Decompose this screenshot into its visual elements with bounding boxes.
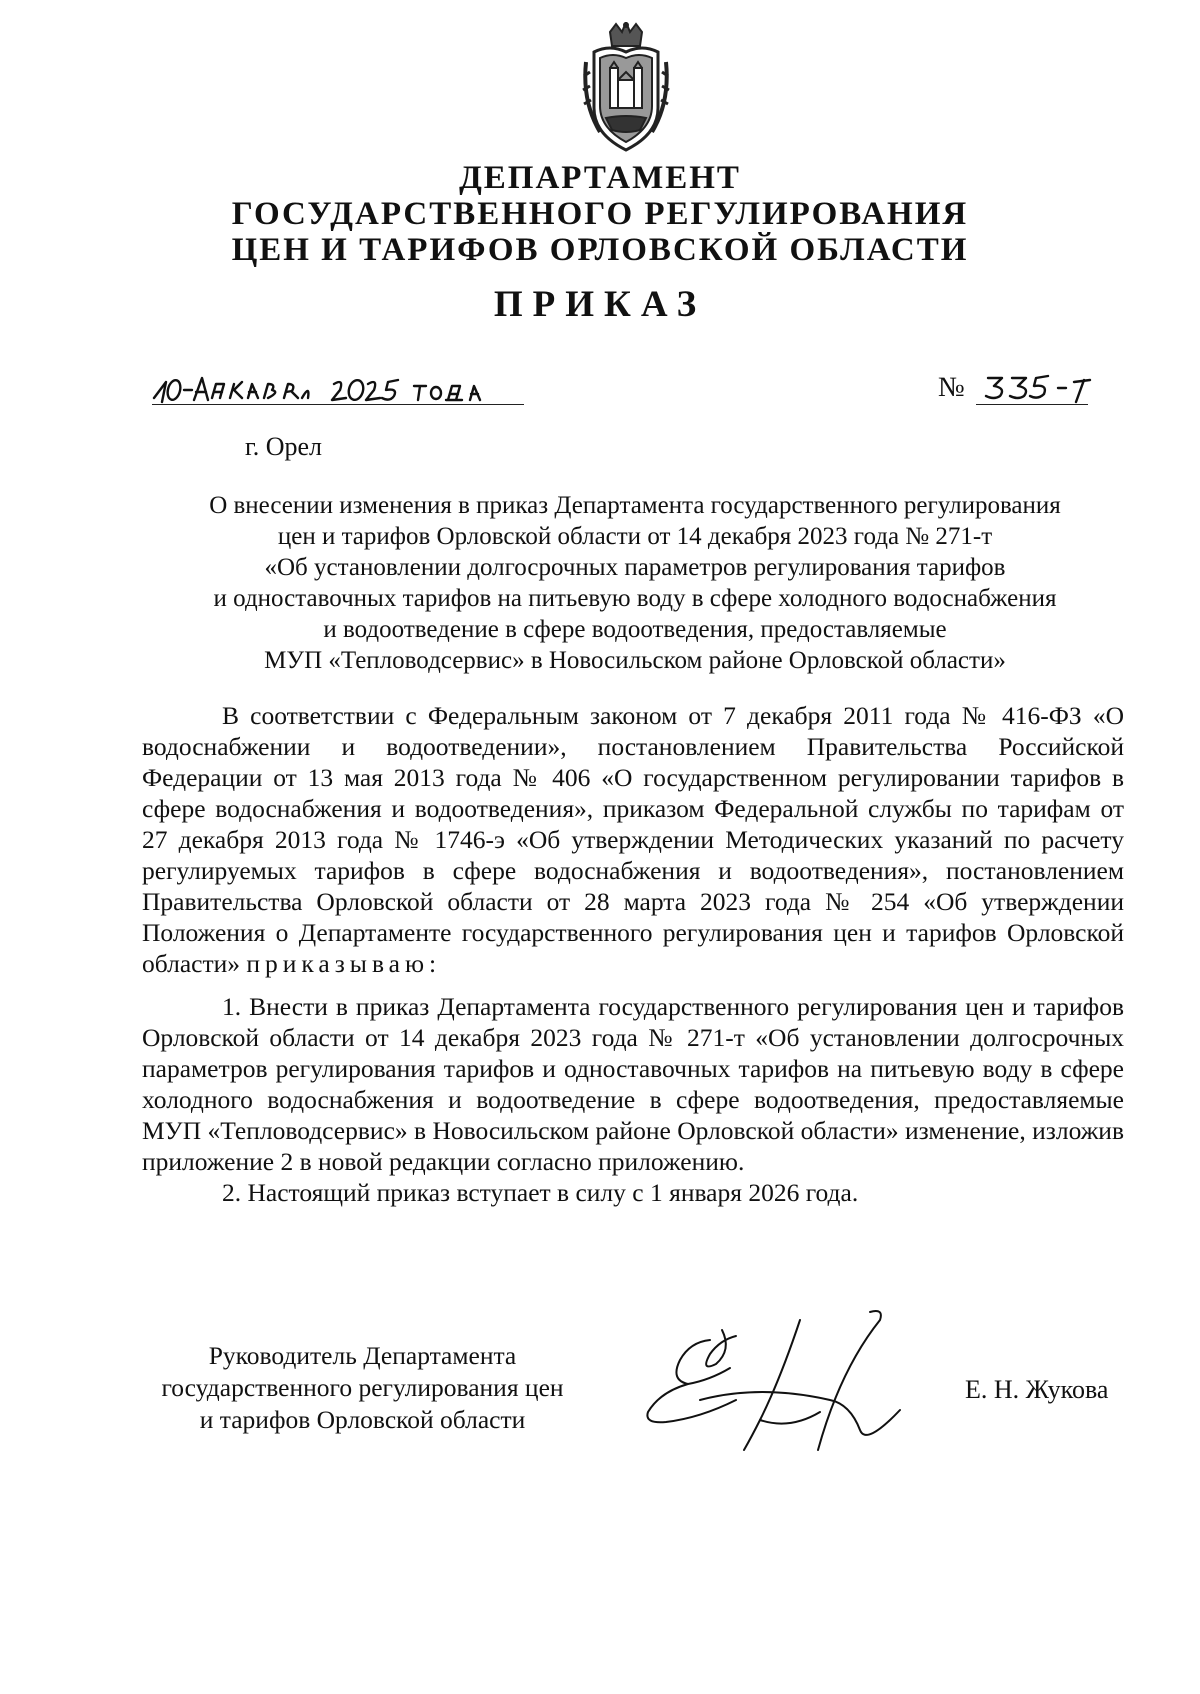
subject-line: цен и тарифов Орловской области от 14 декабря 2023 года № 271-т (277, 523, 993, 550)
document-type-title: ПРИКАЗ (493, 284, 707, 325)
document-body (142, 700, 1124, 1208)
city-label: г. Орел (245, 432, 323, 461)
handwritten-number (978, 366, 1098, 406)
preamble-paragraph (142, 700, 1124, 979)
preamble-text: В соответствии с Федеральным законом от 7 декабря 2011 года № 416-ФЗ «О водоснабжении и водоотведении», постановлением Правительства Российской Федерации от 13 мая 2013 года № 406 «О государственном регулировании тарифов в сфере водоснабжения и водоотведения», приказом Федеральной службы по тарифам от 27 декабря 2013 года № 1746-э «Об утверждении Методических указаний по расчету регулируемых тарифов в сфере водоснабжения и водоотведения», постановлением Правительства Орловской области от 28 марта 2023 года № 254 «Об утверждении Положения о Департаменте государственного регулирования цен и тарифов Орловской области» (142, 701, 1124, 978)
subject-line: и одноставочных тарифов на питьевую воду в сфере холодного водоснабжения (213, 585, 1057, 612)
date-underline (152, 404, 524, 405)
signatory-title (140, 1340, 585, 1436)
subject-line: и водоотведение в сфере водоотведения, предоставляемые (323, 616, 947, 643)
item-2-paragraph: 2. Настоящий приказ вступает в силу с 1 января 2026 года. (222, 1178, 859, 1207)
coat-of-arms-emblem (580, 22, 672, 154)
signatory-title-line: Руководитель Департамента (208, 1341, 517, 1370)
item-1-paragraph: 1. Внести в приказ Департамента государственного регулирования цен и тарифов Орловской области от 14 декабря 2023 года № 271-т «Об установлении долгосрочных параметров регулирования тарифов и одноставочных тарифов на питьевую воду в сфере холодного водоснабжения и водоотведение в сфере водоотведения, предоставляемые МУП «Тепловодсервис» в Новосильском районе Орловской области» изменение, изложив приложение 2 в новой редакции согласно приложению. (142, 992, 1124, 1176)
order-word: приказываю: (246, 949, 442, 978)
number-label: № (938, 372, 965, 403)
subject-line: «Об установлении долгосрочных параметров регулирования тарифов (264, 554, 1006, 581)
document-subject (140, 490, 1130, 676)
department-heading-line1: ДЕПАРТАМЕНТ (459, 160, 741, 196)
subject-line: МУП «Тепловодсервис» в Новосильском районе Орловской области» (264, 647, 1006, 674)
handwritten-date (152, 368, 522, 408)
number-underline (976, 404, 1088, 405)
signatory-title-line: и тарифов Орловской области (199, 1405, 526, 1434)
handwritten-signature (640, 1300, 915, 1465)
department-heading-line2: ГОСУДАРСТВЕННОГО РЕГУЛИРОВАНИЯ (231, 196, 969, 232)
subject-line: О внесении изменения в приказ Департамента государственного регулирования (209, 492, 1061, 519)
signatory-title-line: государственного регулирования цен (161, 1373, 564, 1402)
signer-name: Е. Н. Жукова (965, 1375, 1109, 1404)
department-heading-line3: ЦЕН И ТАРИФОВ ОРЛОВСКОЙ ОБЛАСТИ (231, 232, 969, 268)
